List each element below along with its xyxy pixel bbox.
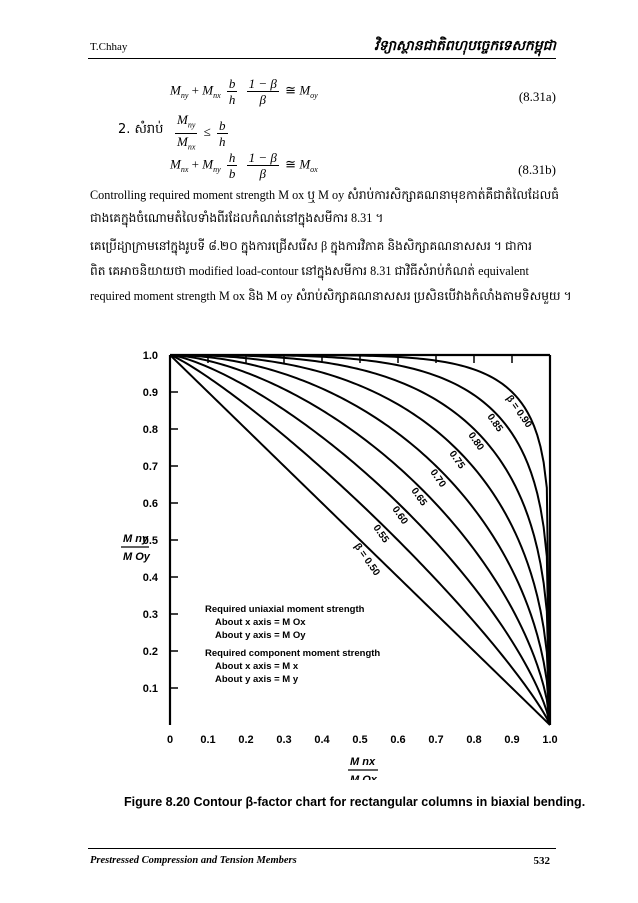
paragraph-2-line-3: required moment strength M ox និង M oy សំរាប់សិក្សាគណនាសសរ ប្រសិនបើវាងកំលាំងតាមទិសមួយ ។ [90, 289, 572, 303]
x-tick-label: 0 [166, 734, 174, 746]
eq-b-rel: ≅ [285, 156, 297, 172]
y-tick-label: 0.6 [142, 498, 158, 510]
y-tick-label: 0.5 [142, 535, 158, 547]
x-tick-label: 0.4 [314, 734, 330, 746]
item-2-label: 2. សំរាប់ [118, 122, 164, 137]
curve-label: 0.60 [389, 504, 410, 527]
y-tick-label: 0.2 [142, 646, 158, 658]
eq-a-number: (8.31a) [518, 89, 556, 104]
y-tick-label: 0.1 [142, 683, 158, 695]
eq-a-term1-sub: ny [180, 91, 189, 101]
curve-label: 0.85 [484, 411, 505, 435]
equation-8-31b [170, 150, 318, 181]
eq-b-term2: M [202, 156, 214, 172]
y-tick-label: 1.0 [142, 350, 158, 362]
x-tick-label: 0.9 [504, 734, 520, 746]
eq-a-rhs: M [299, 82, 311, 98]
footer-rule [88, 848, 556, 849]
eq-b-term1: M [170, 156, 181, 172]
eq-a-term2: M [202, 82, 214, 98]
y-tick-label: 0.9 [142, 387, 158, 399]
eq-a-plus: + [191, 82, 199, 98]
curve-label: 0.70 [427, 467, 448, 490]
x-axis-label-num: M nx [350, 756, 376, 768]
x-tick-label: 0.5 [352, 734, 368, 746]
eq-b-plus: + [191, 156, 199, 172]
y-axis-label-den: M Oy [123, 551, 150, 563]
x-tick-label: 0.7 [428, 734, 444, 746]
x-axis-label-den: M Ox [350, 774, 377, 780]
eq-a-term1: M [170, 82, 181, 98]
curve-label: β = 0.90 [503, 393, 534, 431]
footer-title: Prestressed Compression and Tension Members [90, 855, 297, 866]
curve-label: 0.65 [408, 485, 429, 509]
y-tick-label: 0.4 [142, 572, 158, 584]
y-tick-label: 0.7 [142, 461, 158, 473]
x-tick-label: 0.2 [238, 734, 254, 746]
header-institute: វិទ្យាស្ថានជាតិពហុបច្ចេកទេសកម្ពុជា [374, 38, 556, 54]
condition-inequality: $\frac{M_{ny}}{M_{nx}}$ ≤ $\frac{b}{h}$ [177, 112, 226, 152]
curve-label: 0.75 [446, 448, 467, 472]
paragraph-1-line-1: Controlling required moment strength M ox ឬ M oy សំរាប់ការសិក្សាគណនាមុខកាត់គឺជាតំលៃដែលធំ [90, 188, 559, 202]
header-rule [88, 58, 556, 59]
header-author: T.Chhay [90, 41, 128, 53]
legend-line-2: About y axis = M Oy [215, 630, 306, 641]
eq-b-rhs-sub: ox [310, 165, 318, 175]
legend-heading-1: Required uniaxial moment strength [205, 604, 365, 615]
eq-b-frac1: $\frac{h}{b}$ [228, 150, 236, 181]
eq-a-frac1: $\frac{b}{h}$ [228, 76, 236, 107]
eq-b-term2-sub: ny [213, 165, 221, 175]
curve-label: β = 0.50 [351, 541, 382, 579]
eq-b-number: (8.31b) [518, 162, 556, 177]
y-tick-label: 0.3 [142, 609, 158, 621]
legend-line-3: About x axis = M x [215, 661, 299, 672]
eq-a-rhs-sub: oy [310, 91, 318, 101]
paragraph-1-line-2: ជាងគេក្នុងចំណោមតំលៃទាំងពីរដែលកំណត់នៅក្នុងសមីការ 8.31 ។ [90, 211, 384, 225]
paragraph-2-line-1: គេប្រើដ្យាក្រាមនៅក្នុងរូបទី ៨.២០ ក្នុងការជ្រើសរើស β ក្នុងការវិភាគ និងសិក្សាគណនាសសរ ។ ជាការ [90, 239, 533, 253]
x-tick-label: 0.8 [466, 734, 482, 746]
x-tick-label: 0.6 [390, 734, 406, 746]
x-tick-label: 0.1 [200, 734, 216, 746]
y-axis-label-num: M ny [123, 533, 149, 545]
equation-8-31a [170, 76, 318, 107]
eq-a-rel: ≅ [285, 82, 297, 98]
page-number: 532 [533, 855, 550, 867]
condition-rel: ≤ [203, 124, 211, 140]
figure-caption: Figure 8.20 Contour β-factor chart for rectangular columns in biaxial bending. [124, 795, 586, 809]
legend-line-1: About x axis = M Ox [215, 617, 306, 628]
eq-a-term2-sub: nx [213, 91, 221, 101]
eq-b-term1-sub: nx [180, 165, 189, 175]
x-tick-label: 0.3 [276, 734, 292, 746]
eq-b-rhs: M [299, 156, 311, 172]
eq-a-frac2: $\frac{1 - \beta}{\beta}$ [248, 76, 277, 107]
legend-heading-2: Required component moment strength [205, 648, 381, 659]
curve-label: 0.80 [465, 430, 486, 453]
paragraph-2-line-2: ពិត គេអាចនិយាយថា modified load-contour នៅក្នុងសមីការ 8.31 ជាវិធីសំរាប់កំណត់ equivalent [90, 264, 529, 278]
eq-b-frac2: $\frac{1 - \beta}{\beta}$ [248, 150, 277, 181]
curve-label: 0.55 [370, 522, 391, 546]
x-tick-label: 1.0 [542, 734, 558, 746]
chart-svg [115, 340, 575, 780]
beta-contour-chart [115, 340, 575, 780]
legend-line-4: About y axis = M y [215, 674, 299, 685]
y-tick-label: 0.8 [142, 424, 158, 436]
